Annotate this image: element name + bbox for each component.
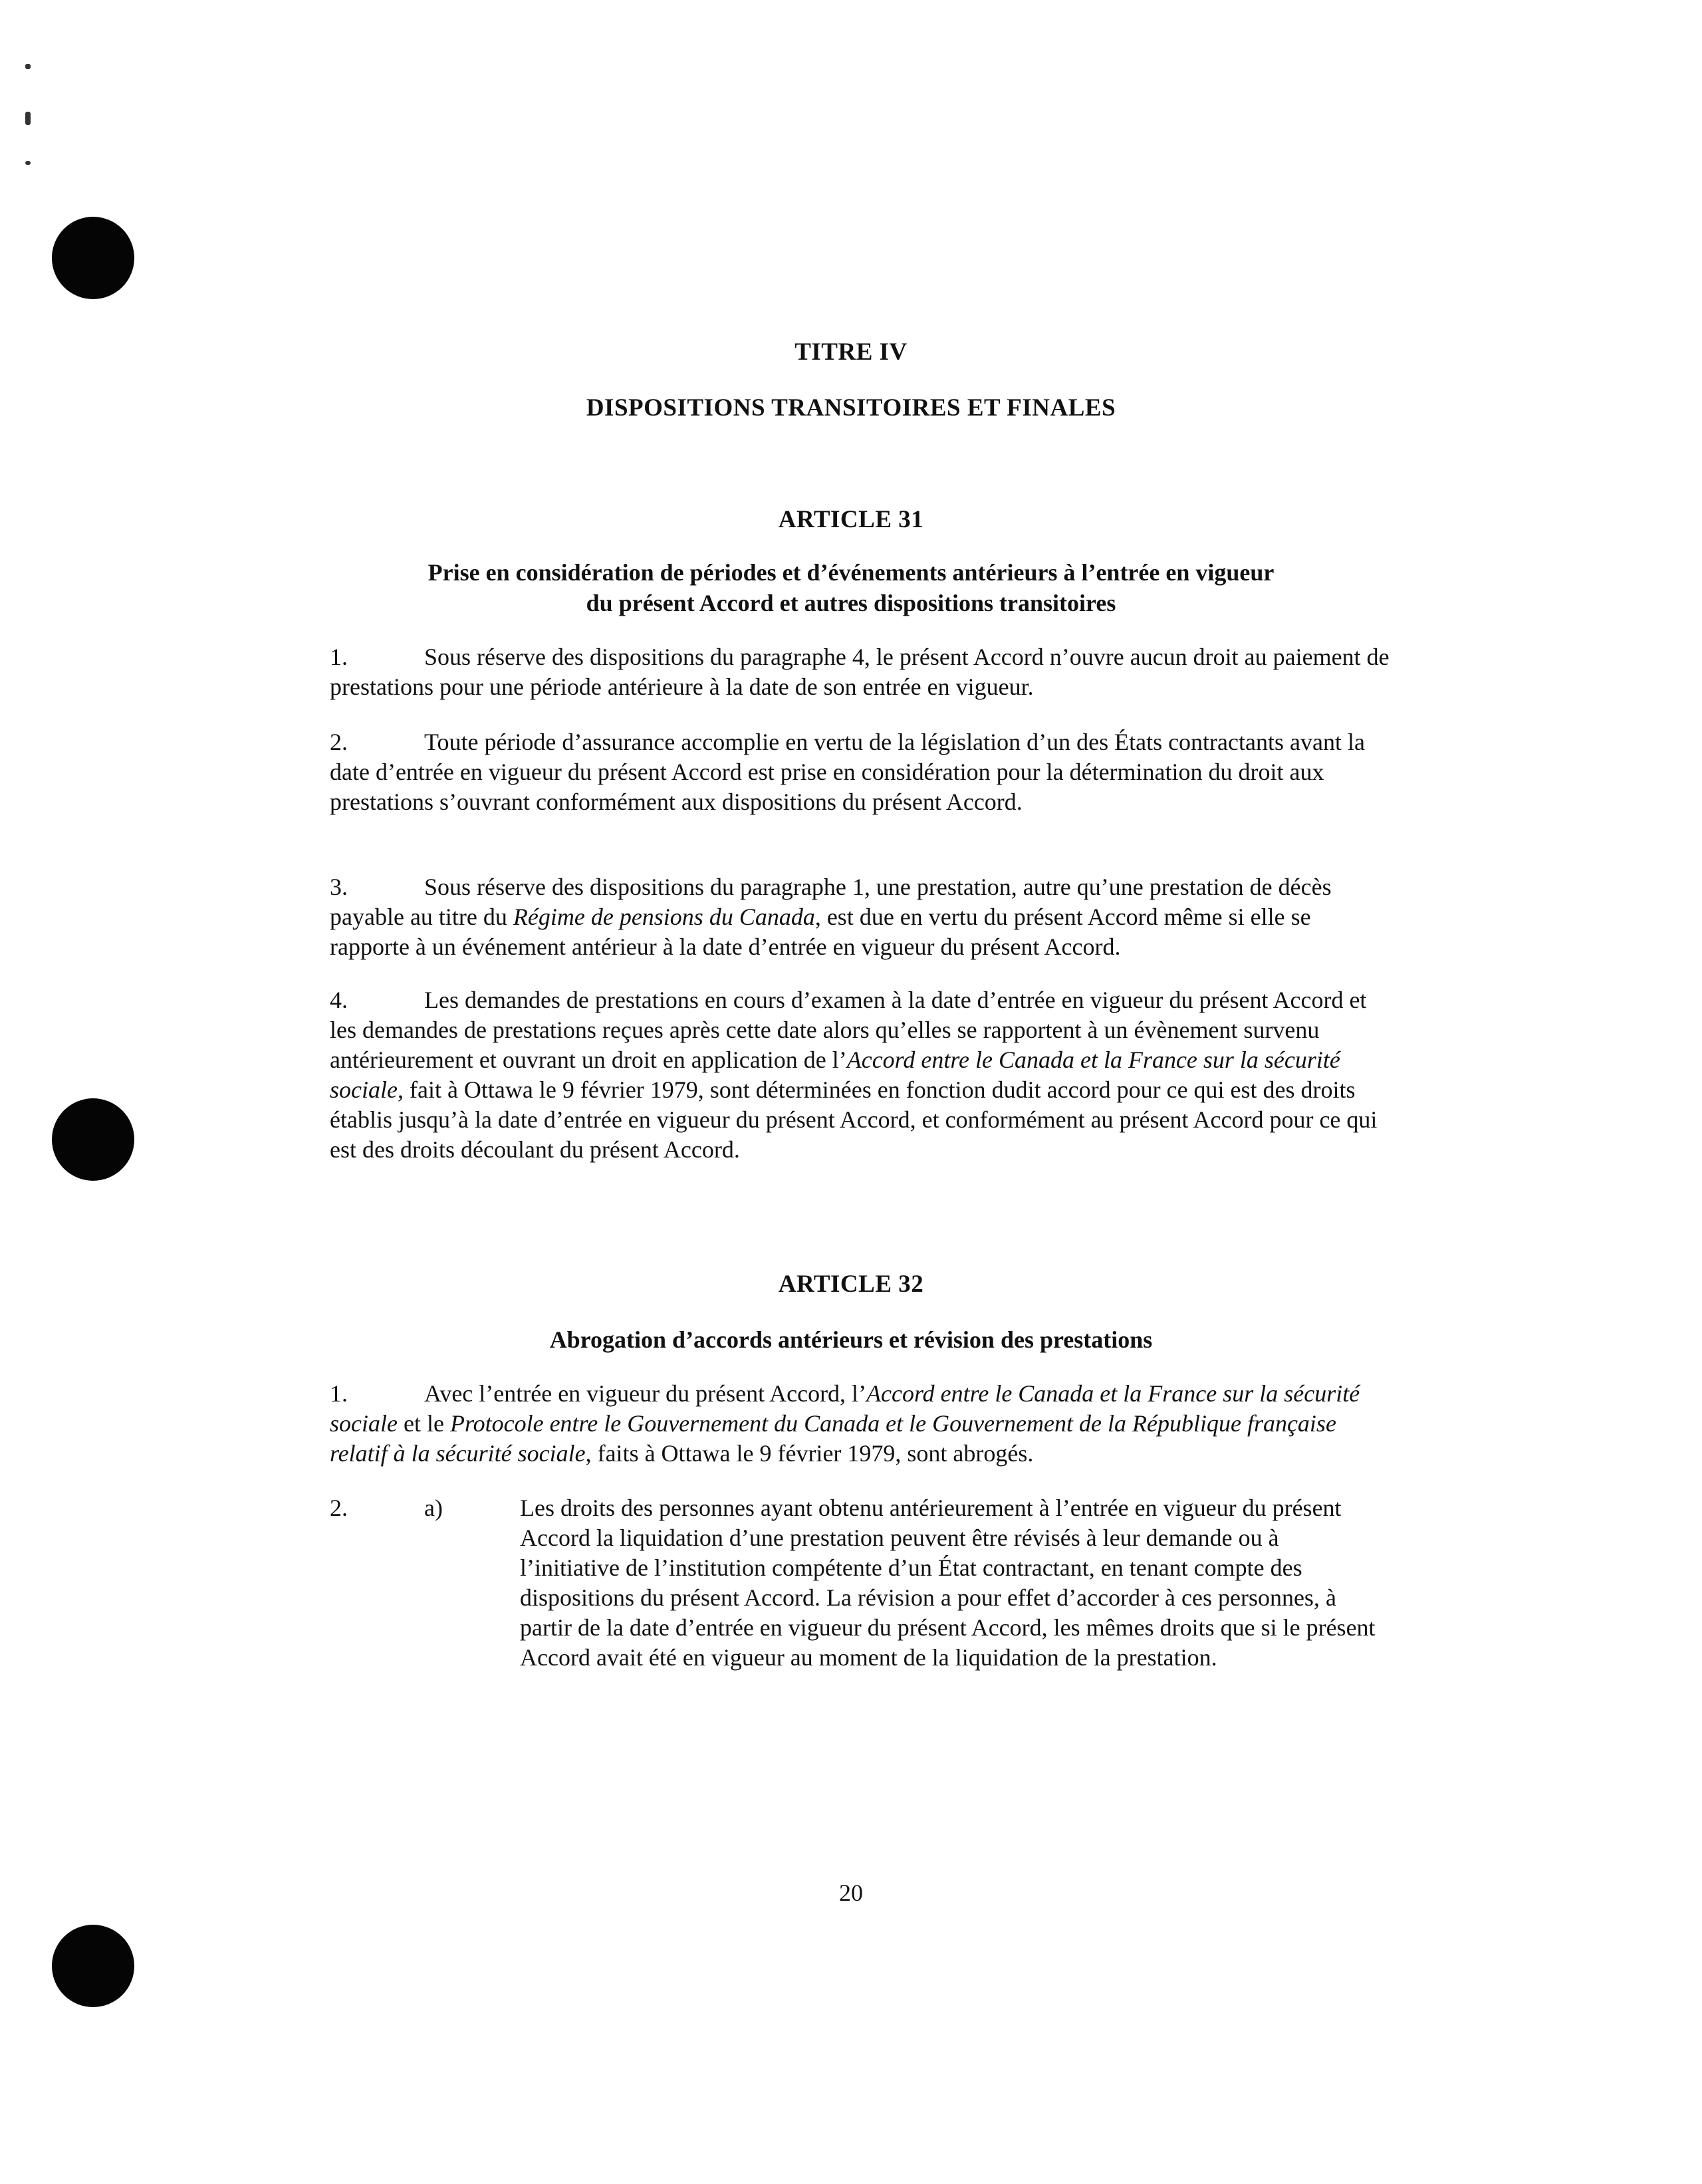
paragraph-italic: Régime de pensions du Canada: [513, 904, 815, 930]
paragraph-text: Les demandes de prestations en cours d’examen à la date d’entrée en vigueur du présent Accord et les demandes de prestations reçues après cette date alors qu’elles se rapportent à un évènement survenu antérieurement et ouvrant un droit en application de l’: [330, 987, 1367, 1073]
paragraph-text: Sous réserve des dispositions du paragraphe 1, une prestation, autre qu’une prestation de décès payable au titre du: [330, 874, 1332, 930]
paragraph-text: , fait à Ottawa le 9 février 1979, sont déterminées en fonction dudit accord pour ce qui est des droits établis jusqu’à la date d’entrée en vigueur du présent Accord, et conformément au présent Accord pour ce qui est des droits découlant du présent Accord.: [330, 1076, 1378, 1163]
article-31-paragraph-2: [330, 727, 1394, 817]
article-31-heading: ARTICLE 31: [778, 506, 924, 533]
scan-mark: [25, 64, 31, 69]
subtitle-heading: DISPOSITIONS TRANSITOIRES ET FINALES: [586, 394, 1116, 422]
subparagraph-text: Les droits des personnes ayant obtenu antérieurement à l’entrée en vigueur du présent Accord la liquidation d’une prestation peuvent être révisés à leur demande ou à l’initiative de l’institution compétente d’un État contractant, en tenant compte des dispositions du présent Accord. La révision a pour effet d’accorder à ces personnes, à partir de la date d’entrée en vigueur du présent Accord, les mêmes droits que si le présent Accord avait été en vigueur au moment de la liquidation de la prestation.: [520, 1495, 1376, 1671]
paragraph-italic: Accord entre le Canada et la France sur la sécurité sociale: [330, 1380, 1360, 1437]
article-31-subheading: [319, 557, 1383, 618]
scan-mark: [25, 161, 31, 165]
page-number: 20: [839, 1880, 863, 1906]
paragraph-number: 2.: [330, 1495, 348, 1521]
scan-mark: [25, 112, 31, 125]
paragraph-text: , faits à Ottawa le 9 février 1979, sont abrogés.: [585, 1440, 1034, 1467]
paragraph-italic: Accord entre le Canada et la France sur la sécurité sociale: [330, 1046, 1340, 1103]
paragraph-text: Toute période d’assurance accomplie en vertu de la législation d’un des États contractants avant la date d’entrée en vigueur du présent Accord est prise en considération pour la détermination du droit aux prestations s’ouvrant conformément aux dispositions du présent Accord.: [330, 729, 1365, 815]
binder-hole-top: [52, 217, 134, 299]
article-31-paragraph-1: [330, 642, 1394, 702]
article-31-paragraph-3: [330, 872, 1394, 962]
paragraph-italic: Protocole entre le Gouvernement du Canada et le Gouvernement de la République française relatif à la sécurité sociale: [330, 1410, 1336, 1467]
binder-hole-middle: [52, 1098, 134, 1181]
paragraph-number: 2.: [330, 729, 348, 755]
paragraph-text: et le: [397, 1410, 450, 1437]
paragraph-number: 3.: [330, 874, 348, 900]
article-32-heading: ARTICLE 32: [778, 1271, 924, 1298]
article-32-paragraph-1: [330, 1379, 1394, 1469]
binder-hole-bottom: [52, 1925, 134, 2007]
subparagraph-letter: a): [424, 1495, 443, 1521]
paragraph-number: 1.: [330, 644, 348, 670]
title-heading: TITRE IV: [794, 338, 908, 366]
article-32-paragraph-2: [330, 1493, 1394, 1673]
article-31-paragraph-4: [330, 985, 1394, 1165]
paragraph-text: , est due en vertu du présent Accord même si elle se rapporte à un événement antérieur à la date d’entrée en vigueur du présent Accord.: [330, 904, 1311, 960]
paragraph-number: 1.: [330, 1380, 348, 1407]
article-31-subheading-line1: Prise en considération de périodes et d’événements antérieurs à l’entrée en vigueur: [427, 559, 1275, 586]
article-31-subheading-line2: du présent Accord et autres dispositions transitoires: [586, 590, 1116, 616]
paragraph-text: Avec l’entrée en vigueur du présent Accord, l’: [424, 1380, 867, 1407]
paragraph-text: Sous réserve des dispositions du paragraphe 4, le présent Accord n’ouvre aucun droit au paiement de prestations pour une période antérieure à la date de son entrée en vigueur.: [330, 644, 1390, 700]
paragraph-number: 4.: [330, 987, 348, 1013]
article-32-subheading: Abrogation d’accords antérieurs et révision des prestations: [549, 1326, 1153, 1353]
